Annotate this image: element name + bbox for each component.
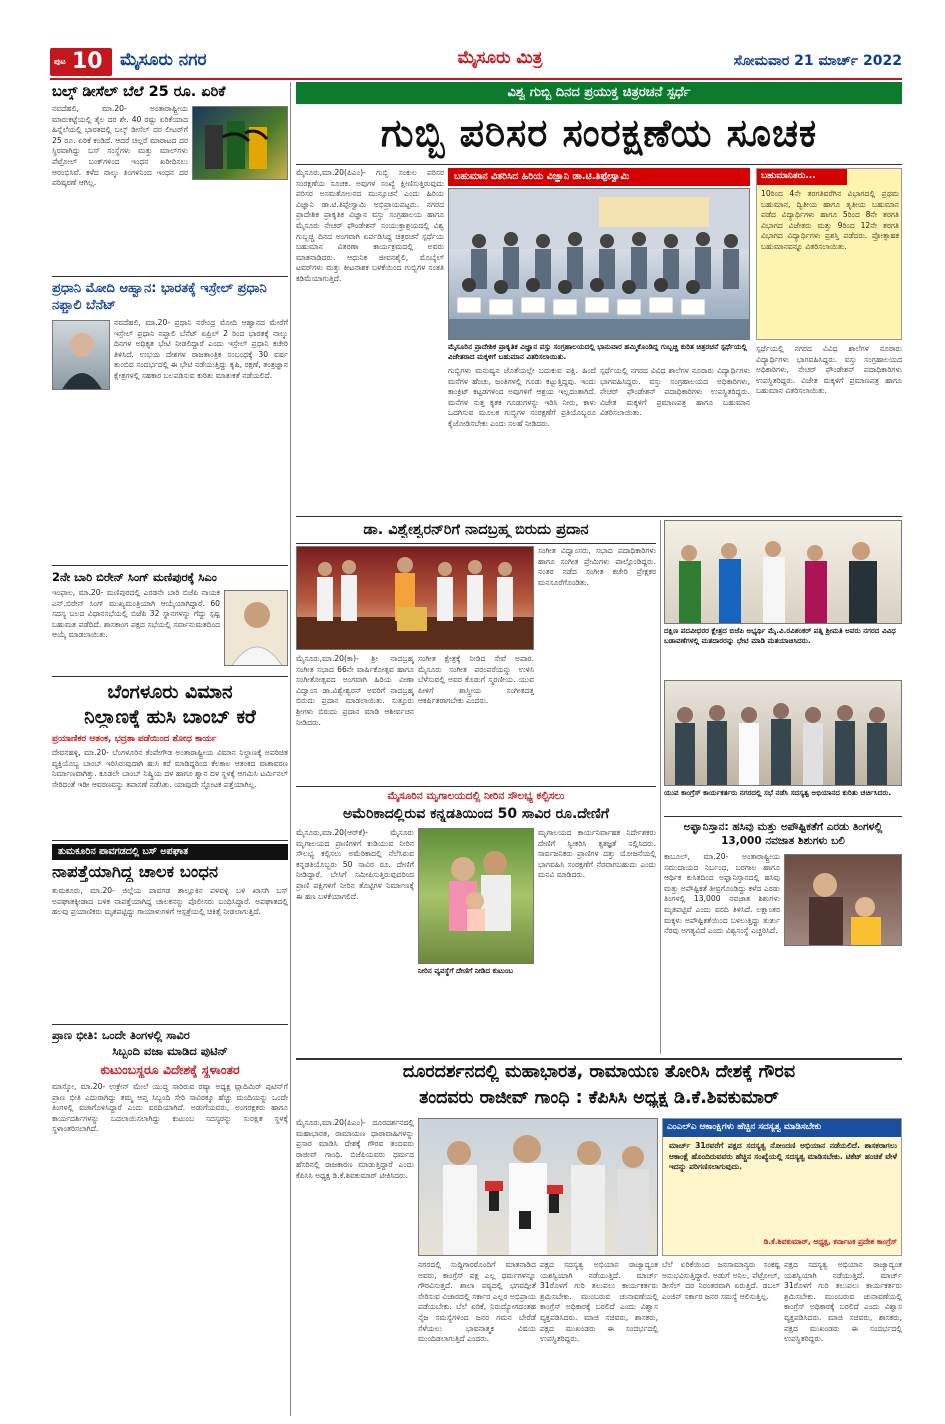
dks-body-3: ಪಕ್ಷದ ಸದಸ್ಯತ್ವ ಅಭಿಯಾನ ರಾಜ್ಯಾದ್ಯಂತ ಯಶಸ್ವಿಯಾಗಿ ನಡೆಯುತ್ತಿದೆ. ಮಾರ್ಚ್ 31ರೊಳಗೆ ಗುರಿ ತಲುಪಲು ಕಾರ್ಯಕರ್ತರು ಶ್ರಮಿಸಬೇಕು. ಮುಂಬರುವ ಚುನಾವಣೆಯಲ್ಲಿ ಕಾಂಗ್ರೆಸ್ ಅಧಿಕಾರಕ್ಕೆ ಬರಲಿದೆ ಎಂದು ವಿಶ್ವಾಸ ವ್ಯಕ್ತಪಡಿಸಿದರು. ಮಾಜಿ ಸಚಿವರು, ಶಾಸಕರು, ಪಕ್ಷದ ಮುಖಂಡರು ಈ ಸಂದರ್ಭದಲ್ಲಿ ಉಪಸ್ಥಿತರಿದ್ದರು. <box>540 1260 658 1344</box>
rule-mid <box>296 516 902 517</box>
putin-body: ಮಾಸ್ಕೋ, ಮಾ.20- ಉಕ್ರೇನ್ ಮೇಲೆ ಯುದ್ಧ ಸಾರಿರುವ ರಷ್ಯಾ ಅಧ್ಯಕ್ಷ ವ್ಲಾದಿಮಿರ್ ಪುಟಿನ್‌ಗೆ ಪ್ರಾಣ ಭೀತಿ ಎದುರಾಗಿದ್ದು ತಮ್ಮ ಆಪ್ತ ಸಿಬ್ಬಂದಿ ಸೇರಿ ಸಾವಿರಕ್ಕೂ ಹೆಚ್ಚು ಮಂದಿಯನ್ನು ಒಂದೇ ತಿಂಗಳಲ್ಲಿ ವಜಾಗೊಳಿಸಿದ್ದಾರೆ ಎಂದು ವರದಿಯಾಗಿದೆ. ಅಡುಗೆಯವರು, ಅಂಗರಕ್ಷಕರು ಹಾಗೂ ಕಾರ್ಯದರ್ಶಿಗಳನ್ನು ಬದಲಾಯಿಸಲಾಗಿದ್ದು ಕುಟುಂಬ ಸದಸ್ಯರನ್ನು ಸುರಕ್ಷಿತ ಸ್ಥಳಕ್ಕೆ ಸ್ಥಳಾಂತರಿಸಲಾಗಿದೆ. <box>52 1082 288 1134</box>
rule-right <box>664 816 902 817</box>
issue-date: ಸೋಮವಾರ 21 ಮಾರ್ಚ್ 2022 <box>733 53 902 69</box>
winners-tag-text: ಬಹುಮಾನಿತರು... <box>761 171 816 181</box>
sparrow-body-left: ಮೈಸೂರು,ಮಾ.20(ಪಿಎಂ)- ಗುಬ್ಬಿ ಸಂಕುಲ ಪರಿಸರ ಸಂರಕ್ಷಣೆಯ ಸೂಚಕ. ಅವುಗಳ ಸಂಖ್ಯೆ ಕ್ಷೀಣಿಸುತ್ತಿರುವುದು ಪರಿಸರ ಅಸಮತೋಲನದ ಮುನ್ಸೂಚನೆ ಎಂದು ಹಿರಿಯ ವಿಜ್ಞಾನಿ ಡಾ.ಟಿ.ತಿಪ್ಪೇಸ್ವಾಮಿ ಅಭಿಪ್ರಾಯಪಟ್ಟರು. ನಗರದ ಪ್ರಾದೇಶಿಕ ಪ್ರಾಕೃತಿಕ ವಿಜ್ಞಾನ ವಸ್ತು ಸಂಗ್ರಹಾಲಯ ಹಾಗೂ ಮೈಸೂರು ನೇಚರ್ ಫೌಂಡೇಶನ್ ಸಂಯುಕ್ತಾಶ್ರಯದಲ್ಲಿ ವಿಶ್ವ ಗುಬ್ಬಚ್ಚಿ ದಿನದ ಅಂಗವಾಗಿ ಏರ್ಪಡಿಸಿದ್ದ ಚಿತ್ರರಚನೆ ಸ್ಪರ್ಧೆಯ ಬಹುಮಾನ ವಿತರಣಾ ಕಾರ್ಯಕ್ರಮದಲ್ಲಿ ಅವರು ಮಾತನಾಡಿದರು. ಆಧುನಿಕ ಜೀವನಶೈಲಿ, ಮೊಬೈಲ್ ಟವರ್‌ಗಳು ಮತ್ತು ಕೀಟನಾಶಕ ಬಳಕೆಯಿಂದ ಗುಬ್ಬಿಗಳ ಸಂತತಿ ಕಡಿಮೆಯಾಗುತ್ತಿದೆ. <box>296 168 444 283</box>
modi-headline: ಪ್ರಧಾನಿ ಮೋದಿ ಆಹ್ವಾನ: ಭಾರತಕ್ಕೆ ಇಸ್ರೇಲ್ ಪ್ರಧಾನಿ ನಫ್ತಾಲಿ ಬೆನೆಟ್ <box>52 281 267 313</box>
fuel-nozzle-photo <box>192 106 288 180</box>
biren-headline: 2ನೇ ಬಾರಿ ಬಿರೇನ್ ಸಿಂಗ್ ಮಣಿಪುರಕ್ಕೆ ಸಿಎಂ <box>52 570 217 584</box>
sparrow-group-photo <box>448 188 750 340</box>
putin-headline-2: ಸಿಬ್ಬಂದಿ ವಜಾ ಮಾಡಿದ ಪುಟಿನ್ <box>112 1044 228 1058</box>
afghan-text: ಕಾಬೂಲ್, ಮಾ.20- ಅಂತಾರಾಷ್ಟ್ರೀಯ ಸಮುದಾಯದ ನಿರ್ಬಂಧ, ಬರಗಾಲ ಹಾಗೂ ಆರ್ಥಿಕ ಕುಸಿತದಿಂದ ಅಫ್ಘಾನಿಸ್ತಾನದಲ್ಲಿ ಹಸಿವು ಮತ್ತು ಅಪೌಷ್ಟಿಕತೆ ತೀವ್ರಗೊಂಡಿದ್ದು ಕಳೆದ ಎರಡು ತಿಂಗಳಲ್ಲಿ 13,000 ನವಜಾತ ಶಿಶುಗಳು ಮೃತಪಟ್ಟಿವೆ ಎಂದು ವರದಿ ತಿಳಿಸಿದೆ. ಲಕ್ಷಾಂತರ ಮಕ್ಕಳು ಅಪೌಷ್ಟಿಕತೆಯಿಂದ ಬಳಲುತ್ತಿದ್ದು ತುರ್ತು ನೆರವು ಅಗತ್ಯವಿದೆ ಎಂದು ವಿಶ್ವಸಂಸ್ಥೆ ಎಚ್ಚರಿಸಿದೆ. <box>664 852 780 936</box>
page-number: 10 <box>72 49 103 74</box>
zoo-body-1: ಮೈಸೂರು,ಮಾ.20(ಆರ್‌ಕೆ)- ಮೈಸೂರು ಮೃಗಾಲಯದ ಪ್ರಾಣಿಗಳಿಗೆ ಕುಡಿಯುವ ನೀರಿನ ಸೌಲಭ್ಯ ಕಲ್ಪಿಸಲು ಅಮೆರಿಕಾದಲ್ಲಿ ನೆಲೆಸಿರುವ ಕನ್ನಡತಿಯೊಬ್ಬರು 50 ಸಾವಿರ ರೂ. ದೇಣಿಗೆ ನೀಡಿದ್ದಾರೆ. ಬೇಸಿಗೆ ಸಮೀಪಿಸುತ್ತಿರುವುದರಿಂದ ಪ್ರಾಣಿ ಪಕ್ಷಿಗಳಿಗೆ ನೀರಿನ ತೊಟ್ಟಿಗಳ ನಿರ್ಮಾಣಕ್ಕೆ ಈ ಹಣ ಬಳಕೆಯಾಗಲಿದೆ. <box>296 828 414 901</box>
dks-quote-text: ಮಾರ್ಚ್ 31ರವರೆಗೆ ಪಕ್ಷದ ಸದಸ್ಯತ್ವ ನೋಂದಣಿ ಅಭಿಯಾನ ನಡೆಯಲಿದೆ. ಶಾಸಕರಾಗಲು ಆಕಾಂಕ್ಷೆ ಹೊಂದಿರುವವರು ಹೆಚ್ಚಿನ ಸಂಖ್ಯೆಯಲ್ಲಿ ಸದಸ್ಯತ್ವ ಮಾಡಿಸಬೇಕು. ಟಿಕೆಟ್ ಹಂಚಿಕೆ ವೇಳೆ ಇದನ್ನು ಪರಿಗಣಿಸಲಾಗುವುದು. <box>669 1141 897 1172</box>
page-number-badge <box>50 48 112 76</box>
campaign-caption: ದಕ್ಷಿಣ ಪದವೀಧರರ ಕ್ಷೇತ್ರದ ಬಿಜೆಪಿ ಅಭ್ಯರ್ಥಿ ಮೈ.ವಿ.ರವಿಶಂಕರ್ ಪತ್ನಿ ಶ್ರೀಮತಿ ಅವರು ನಗರದ ವಿವಿಧ ಬಡಾವಣೆಗಳಲ್ಲಿ ಮತದಾರರನ್ನು ಭೇಟಿ ಮಾಡಿ ಮತಯಾಚಿಸಿದರು. <box>664 626 896 645</box>
campaign-photo <box>664 520 902 624</box>
youth-caption: ಯುವ ಕಾಂಗ್ರೆಸ್ ಕಾರ್ಯಕರ್ತರು ನಗರದಲ್ಲಿ ಸಭೆ ನಡೆಸಿ ಸದಸ್ಯತ್ವ ಅಭಿಯಾನದ ಕುರಿತು ಚರ್ಚಿಸಿದರು. <box>664 788 892 797</box>
sparrow-caption: ಮೈಸೂರಿನ ಪ್ರಾದೇಶಿಕ ಪ್ರಾಕೃತಿಕ ವಿಜ್ಞಾನ ವಸ್ತು ಸಂಗ್ರಹಾಲಯದಲ್ಲಿ ಭಾನುವಾರ ಹಮ್ಮಿಕೊಂಡಿದ್ದ ಗುಬ್ಬಚ್ಚಿ ಕುರಿತ ಚಿತ್ರರಚನೆ ಸ್ಪರ್ಧೆಯಲ್ಲಿ ವಿಜೇತರಾದ ಮಕ್ಕಳಿಗೆ ಬಹುಮಾನ ವಿತರಿಸಲಾಯಿತು. <box>448 342 747 361</box>
afghan-child-photo <box>784 854 902 946</box>
airport-headline-1: ಬೆಂಗಳೂರು ವಿಮಾನ <box>107 681 233 703</box>
diesel-body <box>52 104 288 274</box>
section-title: ಮೈಸೂರು ನಗರ <box>120 50 207 70</box>
modi-body <box>52 318 288 562</box>
dks-quote-box <box>662 1118 902 1256</box>
driver-body: ತುಮಕೂರು, ಮಾ.20- ಜಿಲ್ಲೆಯ ಪಾವಗಡ ತಾಲ್ಲೂಕಿನ ಪಳವಳ್ಳಿ ಬಳಿ ಖಾಸಗಿ ಬಸ್ ಅಪಘಾತಕ್ಕೀಡಾದ ಬಳಿಕ ನಾಪತ್ತೆಯಾಗಿದ್ದ ಚಾಲಕನನ್ನು ಪೊಲೀಸರು ಬಂಧಿಸಿದ್ದಾರೆ. ಅಪಘಾತದಲ್ಲಿ ಹಲವು ಪ್ರಯಾಣಿಕರು ಮೃತಪಟ್ಟಿದ್ದು ಗಾಯಾಳುಗಳಿಗೆ ಆಸ್ಪತ್ರೆಯಲ್ಲಿ ಚಿಕಿತ್ಸೆ ನೀಡಲಾಗುತ್ತಿದೆ. <box>52 886 288 917</box>
dks-body-5: ಪಕ್ಷದ ಸದಸ್ಯತ್ವ ಅಭಿಯಾನ ರಾಜ್ಯಾದ್ಯಂತ ಯಶಸ್ವಿಯಾಗಿ ನಡೆಯುತ್ತಿದೆ. ಮಾರ್ಚ್ 31ರೊಳಗೆ ಗುರಿ ತಲುಪಲು ಕಾರ್ಯಕರ್ತರು ಶ್ರಮಿಸಬೇಕು. ಮುಂಬರುವ ಚುನಾವಣೆಯಲ್ಲಿ ಕಾಂಗ್ರೆಸ್ ಅಧಿಕಾರಕ್ಕೆ ಬರಲಿದೆ ಎಂದು ವಿಶ್ವಾಸ ವ್ಯಕ್ತಪಡಿಸಿದರು. ಮಾಜಿ ಸಚಿವರು, ಶಾಸಕರು, ಪಕ್ಷದ ಮುಖಂಡರು ಈ ಸಂದರ್ಭದಲ್ಲಿ ಉಪಸ್ಥಿತರಿದ್ದರು. <box>784 1260 902 1344</box>
airport-body: ದೇವನಹಳ್ಳಿ, ಮಾ.20- ಬೆಂಗಳೂರಿನ ಕೆಂಪೇಗೌಡ ಅಂತಾರಾಷ್ಟ್ರೀಯ ವಿಮಾನ ನಿಲ್ದಾಣಕ್ಕೆ ಅಪರಿಚಿತ ವ್ಯಕ್ತಿಯೊಬ್ಬ ಬಾಂಬ್ ಇರಿಸಿರುವುದಾಗಿ ಹುಸಿ ಕರೆ ಮಾಡಿದ್ದರಿಂದ ಕೆಲಕಾಲ ಆತಂಕದ ವಾತಾವರಣ ನಿರ್ಮಾಣವಾಗಿತ್ತು. ಕೂಡಲೇ ಬಾಂಬ್ ನಿಷ್ಕ್ರಿಯ ದಳ ಹಾಗೂ ಶ್ವಾನ ದಳ ಸ್ಥಳಕ್ಕೆ ಆಗಮಿಸಿ ಟರ್ಮಿನಲ್ ಸೇರಿದಂತೆ ಇಡೀ ಆವರಣವನ್ನು ತಪಾಸಣೆ ನಡೆಸಿತು. ಯಾವುದೇ ಸ್ಫೋಟಕ ಪತ್ತೆಯಾಗಿಲ್ಲ. <box>52 748 288 789</box>
right-column-divider <box>660 520 661 1054</box>
masthead-rule <box>50 78 902 80</box>
zoo-family-photo <box>418 828 534 964</box>
sparrow-body-mid: ಗುಬ್ಬಿಗಳು ಮನುಷ್ಯನ ಜೊತೆಯಲ್ಲೇ ಬದುಕುವ ಪಕ್ಷಿ. ಹಿಂದೆ ಮನೆಗಳ ಹೆಂಚು, ಜಂತಿಗಳಲ್ಲಿ ಗೂಡು ಕಟ್ಟುತ್ತಿದ್ದವು. ಇಂದು ಕಾಂಕ್ರಿಟ್ ಕಟ್ಟಡಗಳಿಂದ ಅವುಗಳಿಗೆ ಆಶ್ರಯ ಇಲ್ಲದಂತಾಗಿದೆ. ಮನೆಗಳ ಸುತ್ತ ಕೃತಕ ಗೂಡುಗಳನ್ನು ಇರಿಸಿ ನೀರು, ಕಾಳು ಒದಗಿಸುವ ಮೂಲಕ ಗುಬ್ಬಿಗಳ ಸಂರಕ್ಷಣೆಗೆ ಪ್ರತಿಯೊಬ್ಬರೂ ಕೈಜೋಡಿಸಬೇಕು ಎಂದು ಸಲಹೆ ನೀಡಿದರು. <box>448 366 596 428</box>
biren-text: ಇಂಫಾಲ, ಮಾ.20- ಮಣಿಪುರದಲ್ಲಿ ಎರಡನೇ ಬಾರಿ ಬಿಜೆಪಿ ನಾಯಕ ಎನ್.ಬಿರೇನ್ ಸಿಂಗ್ ಮುಖ್ಯಮಂತ್ರಿಯಾಗಿ ಆಯ್ಕೆಯಾಗಿದ್ದಾರೆ. 60 ಸದಸ್ಯ ಬಲದ ವಿಧಾನಸಭೆಯಲ್ಲಿ ಬಿಜೆಪಿ 32 ಸ್ಥಾನಗಳನ್ನು ಗೆದ್ದು ಸ್ಪಷ್ಟ ಬಹುಮತ ಪಡೆದಿದೆ. ಶಾಸಕಾಂಗ ಪಕ್ಷದ ಸಭೆಯಲ್ಲಿ ಸರ್ವಾನುಮತದಿಂದ ಆಯ್ಕೆ ಮಾಡಲಾಯಿತು. <box>52 588 220 640</box>
dks-body-4: ಬೆಲೆ ಏರಿಕೆಯಿಂದ ಜನಸಾಮಾನ್ಯರು ಸಂಕಷ್ಟ ಅನುಭವಿಸುತ್ತಿದ್ದಾರೆ. ಅಡುಗೆ ಅನಿಲ, ಪೆಟ್ರೋಲ್, ಡೀಸೆಲ್ ದರ ನಿರಂತರವಾಗಿ ಏರುತ್ತಿದೆ. ಡಬಲ್ ಎಂಜಿನ್ ಸರ್ಕಾರ ಜನರ ಸಮಸ್ಯೆ ಆಲಿಸುತ್ತಿಲ್ಲ. <box>662 1260 780 1301</box>
bennett-portrait <box>52 320 110 390</box>
sparrow-kicker <box>296 82 902 104</box>
diesel-headline: ಬಲ್ಕ್ ಡೀಸೆಲ್ ಬೆಲೆ 25 ರೂ. ಏರಿಕೆ <box>52 84 226 100</box>
driver-headline: ನಾಪತ್ತೆಯಾಗಿದ್ದ ಚಾಲಕ ಬಂಧನ <box>52 862 219 881</box>
rule-5 <box>52 1024 288 1025</box>
nadabrahma-body-2: ಸಂಗೀತ ಕ್ಷೇತ್ರಕ್ಕೆ ನೀಡಿದ ಸೇವೆ ಅಪಾರ. ಮೈಸೂರು ಸಂಗೀತ ಪರಂಪರೆಯನ್ನು ಉಳಿಸಿ ಬೆಳೆಸುವಲ್ಲಿ ಅವರ ಕೊಡುಗೆ ಸ್ಮರಣೀಯ. ಯುವ ಪೀಳಿಗೆ ಶಾಸ್ತ್ರೀಯ ಸಂಗೀತದತ್ತ ಆಕರ್ಷಿತರಾಗಬೇಕು ಎಂದರು. <box>418 654 534 706</box>
rule-4 <box>52 840 288 841</box>
airport-subhead: ಪ್ರಯಾಣಿಕರ ಆತಂಕ, ಭದ್ರತಾ ಪಡೆಯಿಂದ ಶೋಧ ಕಾರ್ಯ <box>52 734 217 744</box>
biren-portrait <box>224 590 288 666</box>
page-label: ಪುಟ <box>54 57 66 66</box>
nadabrahma-headline-bar <box>296 520 656 544</box>
zoo-caption: ನೀರಿನ ವ್ಯವಸ್ಥೆಗೆ ದೇಣಿಗೆ ನೀಡಿದ ಕುಟುಂಬ <box>418 966 514 975</box>
dks-headline-1: ದೂರದರ್ಶನದಲ್ಲಿ ಮಹಾಭಾರತ, ರಾಮಾಯಣ ತೋರಿಸಿ ದೇಶಕ್ಕೆ ಗೌರವ <box>402 1062 796 1082</box>
diesel-text: ನವದೆಹಲಿ, ಮಾ.20- ಅಂತಾರಾಷ್ಟ್ರೀಯ ಮಾರುಕಟ್ಟೆಯಲ್ಲಿ ತೈಲ ದರ ಶೇ. 40 ರಷ್ಟು ಏರಿಕೆಯಾದ ಹಿನ್ನೆಲೆಯಲ್ಲಿ ಭಾರತದಲ್ಲಿ ಬಲ್ಕ್ ಡೀಸೆಲ್ ದರ ಲೀಟರ್‌ಗೆ 25 ರೂ. ಏರಿಕೆ ಕಂಡಿದೆ. ಆದರೆ ಚಿಲ್ಲರೆ ಮಾರಾಟದ ದರ ಸ್ಥಿರವಾಗಿದ್ದು ಬಸ್ ಸಂಸ್ಥೆಗಳು ಮತ್ತು ಮಾಲ್‌ಗಳು ಪೆಟ್ರೋಲ್ ಬಂಕ್‌ಗಳಿಂದ ಇಂಧನ ಖರೀದಿಸಲು ಆರಂಭಿಸಿವೆ. ಕಳೆದ ನಾಲ್ಕು ತಿಂಗಳಿನಿಂದ ಇಂಧನ ದರ ಪರಿಷ್ಕರಣೆ ಆಗಿಲ್ಲ. <box>52 104 188 188</box>
sparrow-kicker-text: ವಿಶ್ವ ಗುಬ್ಬಿ ದಿನದ ಪ್ರಯುಕ್ತ ಚಿತ್ರರಚನೆ ಸ್ಪರ್ಧೆ <box>507 85 691 100</box>
masthead <box>0 0 945 80</box>
zoo-headline: ಅಮೆರಿಕಾದಲ್ಲಿರುವ ಕನ್ನಡತಿಯಿಂದ 50 ಸಾವಿರ ರೂ.ದೇಣಿಗೆ <box>343 806 609 822</box>
zoo-kicker: ಮೈಸೂರಿನ ಮೃಗಾಲಯದಲ್ಲಿ ನೀರಿನ ಸೌಲಭ್ಯ ಕಲ್ಪಿಸಲು <box>387 790 565 802</box>
driver-kicker <box>52 844 288 860</box>
rule-1 <box>52 276 288 277</box>
paper-name: ಮೈಸೂರು ಮಿತ್ರ <box>457 48 543 68</box>
dks-quote-title: ಎಂಎಲ್‌ಎ ಆಕಾಂಕ್ಷಿಗಳು ಹೆಚ್ಚಿನ ಸದಸ್ಯತ್ವ ಮಾಡಿಸಬೇಕು <box>667 1122 822 1132</box>
sparrow-body-far: ಸ್ಪರ್ಧೆಯಲ್ಲಿ ನಗರದ ವಿವಿಧ ಶಾಲೆಗಳ ನೂರಾರು ವಿದ್ಯಾರ್ಥಿಗಳು ಭಾಗವಹಿಸಿದ್ದರು. ವಸ್ತು ಸಂಗ್ರಹಾಲಯದ ಅಧಿಕಾರಿಗಳು, ನೇಚರ್ ಫೌಂಡೇಶನ್ ಪದಾಧಿಕಾರಿಗಳು ಉಪಸ್ಥಿತರಿದ್ದರು. ವಿಜೇತ ಮಕ್ಕಳಿಗೆ ಪ್ರಮಾಣಪತ್ರ ಹಾಗೂ ಬಹುಮಾನ ವಿತರಿಸಲಾಯಿತು. <box>756 344 902 396</box>
nadabrahma-stage-photo <box>296 546 534 650</box>
fuel-pump-icon <box>193 107 288 180</box>
youth-congress-photo <box>664 680 902 786</box>
sparrow-body-right: ಸ್ಪರ್ಧೆಯಲ್ಲಿ ನಗರದ ವಿವಿಧ ಶಾಲೆಗಳ ನೂರಾರು ವಿದ್ಯಾರ್ಥಿಗಳು ಭಾಗವಹಿಸಿದ್ದರು. ವಸ್ತು ಸಂಗ್ರಹಾಲಯದ ಅಧಿಕಾರಿಗಳು, ನೇಚರ್ ಫೌಂಡೇಶನ್ ಪದಾಧಿಕಾರಿಗಳು ಉಪಸ್ಥಿತರಿದ್ದರು. ವಿಜೇತ ಮಕ್ಕಳಿಗೆ ಪ್ರಮಾಣಪತ್ರ ಹಾಗೂ ಬಹುಮಾನ ವಿತರಿಸಲಾಯಿತು. <box>600 366 750 418</box>
airport-headline-2: ನಿಲ್ದಾಣಕ್ಕೆ ಹುಸಿ ಬಾಂಬ್ ಕರೆ <box>84 706 256 728</box>
afghan-body <box>664 852 902 1052</box>
winners-tag <box>757 169 847 185</box>
dks-headline-2: ತಂದವರು ರಾಜೀವ್ ಗಾಂಧಿ : ಕೆಪಿಸಿಸಿ ಅಧ್ಯಕ್ಷ ಡಿ.ಕೆ.ಶಿವಕುಮಾರ್ <box>419 1088 779 1108</box>
nadabrahma-body-3: ಸಂಗೀತ ವಿದ್ವಾಂಸರು, ಸಭಾದ ಪದಾಧಿಕಾರಿಗಳು ಹಾಗೂ ಸಂಗೀತ ಪ್ರೇಮಿಗಳು ಪಾಲ್ಗೊಂಡಿದ್ದರು. ನಂತರ ನಡೆದ ಸಂಗೀತ ಕಚೇರಿ ಪ್ರೇಕ್ಷಕರ ಮನಸೂರೆಗೊಂಡಿತು. <box>538 546 656 587</box>
rule-sparrow <box>296 164 902 165</box>
dks-body-2: ನಗರದಲ್ಲಿ ಸುದ್ದಿಗಾರರೊಂದಿಗೆ ಮಾತನಾಡಿದ ಅವರು, ಕಾಂಗ್ರೆಸ್ ಪಕ್ಷ ಎಲ್ಲ ಧರ್ಮಗಳನ್ನೂ ಗೌರವಿಸುತ್ತದೆ. ಶಾಲಾ ಪಠ್ಯದಲ್ಲಿ ಭಗವದ್ಗೀತೆ ಸೇರಿಸುವ ವಿಚಾರದಲ್ಲಿ ಸರ್ಕಾರ ಎಲ್ಲರ ಅಭಿಪ್ರಾಯ ಪಡೆಯಬೇಕು. ಬೆಲೆ ಏರಿಕೆ, ನಿರುದ್ಯೋಗದಂತಹ ನೈಜ ಸಮಸ್ಯೆಗಳಿಂದ ಜನರ ಗಮನ ಬೇರೆಡೆ ಸೆಳೆಯಲು ಭಾವನಾತ್ಮಕ ವಿಷಯ ಮುಂದಿಡಲಾಗುತ್ತಿದೆ ಎಂದರು. <box>418 1260 536 1344</box>
rule-dks <box>296 1058 902 1060</box>
rule-nadabrahma <box>296 786 656 787</box>
winners-body: 10ರಿಂದ 4ನೇ ತರಗತಿವರೆಗಿನ ವಿಭಾಗದಲ್ಲಿ ಪ್ರಥಮ ಬಹುಮಾನ, ದ್ವಿತೀಯ ಹಾಗೂ ತೃತೀಯ ಬಹುಮಾನ ಪಡೆದ ವಿದ್ಯಾರ್ಥಿಗಳು ಹಾಗೂ 5ರಿಂದ 8ನೇ ತರಗತಿ ವಿಭಾಗದ ವಿಜೇತರು ಮತ್ತು 9ರಿಂದ 12ನೇ ತರಗತಿ ವಿಭಾಗದ ವಿದ್ಯಾರ್ಥಿಗಳು ಪ್ರಶಸ್ತಿ ಪಡೆದರು. ಪ್ರೋತ್ಸಾಹಕ ಬಹುಮಾನವನ್ನೂ ವಿತರಿಸಲಾಯಿತು. <box>761 189 899 251</box>
dks-quote-author: ಡಿ.ಕೆ.ಶಿವಕುಮಾರ್, ಅಧ್ಯಕ್ಷ, ಕರ್ನಾಟಕ ಪ್ರದೇಶ ಕಾಂಗ್ರೆಸ್ <box>763 1237 897 1246</box>
sparrow-headline: ಗುಬ್ಬಿ ಪರಿಸರ ಸಂರಕ್ಷಣೆಯ ಸೂಚಕ <box>380 111 818 155</box>
winners-box <box>756 168 902 340</box>
nadabrahma-body-1: ಮೈಸೂರು,ಮಾ.20(ಕಾ)- ಶ್ರೀ ನಾದಬ್ರಹ್ಮ ಸಂಗೀತ ಸಭಾದ 66ನೇ ವಾರ್ಷಿಕೋತ್ಸವ ಹಾಗೂ ಸಂಗೀತೋತ್ಸವದ ಅಂಗವಾಗಿ ಹಿರಿಯ ವೀಣಾ ವಿದ್ವಾಂಸ ಡಾ.ವಿಶ್ವೇಶ್ವರನ್ ಅವರಿಗೆ ನಾದಬ್ರಹ್ಮ ಬಿರುದು ಪ್ರದಾನ ಮಾಡಲಾಯಿತು. ಸುತ್ತೂರು ಶ್ರೀಗಳು ಬಿರುದು ಪ್ರದಾನ ಮಾಡಿ ಆಶೀರ್ವಚನ ನೀಡಿದರು. <box>296 654 414 727</box>
biren-body <box>52 588 288 672</box>
rule-3 <box>52 676 288 677</box>
left-column-divider <box>290 82 291 1416</box>
nadabrahma-headline: ಡಾ. ವಿಶ್ವೇಶ್ವರನ್‌ರಿಗೆ ನಾದಬ್ರಹ್ಮ ಬಿರುದು ಪ್ರದಾನ <box>363 522 589 538</box>
dks-body-1: ಮೈಸೂರು,ಮಾ.20(ಪಿಎಂ)- ದೂರದರ್ಶನದಲ್ಲಿ ಮಹಾಭಾರತ, ರಾಮಾಯಣ ಧಾರಾವಾಹಿಗಳನ್ನು ಪ್ರಸಾರ ಮಾಡಿಸಿ ದೇಶಕ್ಕೆ ಗೌರವ ತಂದವರು ರಾಜೀವ್ ಗಾಂಧಿ. ಬಿಜೆಪಿಯವರು ಧರ್ಮದ ಹೆಸರಿನಲ್ಲಿ ರಾಜಕಾರಣ ಮಾಡುತ್ತಿದ್ದಾರೆ ಎಂದು ಕೆಪಿಸಿಸಿ ಅಧ್ಯಕ್ಷ ಡಿ.ಕೆ.ಶಿವಕುಮಾರ್ ಟೀಕಿಸಿದರು. <box>296 1118 414 1180</box>
rule-2 <box>52 565 288 566</box>
putin-headline-1: ಪ್ರಾಣ ಭೀತಿ: ಒಂದೇ ತಿಂಗಳಲ್ಲಿ ಸಾವಿರ <box>52 1028 190 1042</box>
sparrow-photo-tag <box>448 168 750 186</box>
sparrow-photo-tag-text: ಬಹುಮಾನ ವಿತರಿಸಿದ ಹಿರಿಯ ವಿಜ್ಞಾನಿ ಡಾ.ಟಿ.ತಿಪ್ಪೇಸ್ವಾಮಿ <box>454 171 630 182</box>
afghan-headline: ಅಫ್ಘಾನಿಸ್ತಾನ: ಹಸಿವು ಮತ್ತು ಅಪೌಷ್ಟಿಕತೆಗೆ ಎರಡು ತಿಂಗಳಲ್ಲಿ 13,000 ನವಜಾತ ಶಿಶುಗಳು ಬಲಿ <box>683 821 883 847</box>
modi-text: ನವದೆಹಲಿ, ಮಾ.20- ಪ್ರಧಾನಿ ನರೇಂದ್ರ ಮೋದಿ ಆಹ್ವಾನದ ಮೇರೆಗೆ ಇಸ್ರೇಲ್ ಪ್ರಧಾನಿ ನಫ್ತಾಲಿ ಬೆನೆಟ್ ಏಪ್ರಿಲ್ 2 ರಿಂದ ಭಾರತಕ್ಕೆ ನಾಲ್ಕು ದಿನಗಳ ಅಧಿಕೃತ ಭೇಟಿ ನೀಡಲಿದ್ದಾರೆ ಎಂದು ಇಸ್ರೇಲ್ ಪ್ರಧಾನಿ ಕಚೇರಿ ತಿಳಿಸಿದೆ. ಉಭಯ ದೇಶಗಳ ರಾಜತಾಂತ್ರಿಕ ಸಂಬಂಧಕ್ಕೆ 30 ವರ್ಷ ತುಂಬಿದ ಸಂದರ್ಭದಲ್ಲಿ ಈ ಭೇಟಿ ನಡೆಯುತ್ತಿದ್ದು ಕೃಷಿ, ರಕ್ಷಣೆ, ತಂತ್ರಜ್ಞಾನ ಕ್ಷೇತ್ರಗಳಲ್ಲಿ ಸಹಕಾರ ಬಲಪಡಿಸುವ ಕುರಿತು ಮಾತುಕತೆ ನಡೆಯಲಿದೆ. <box>114 318 288 380</box>
dks-quote-title-bar <box>663 1119 902 1137</box>
driver-kicker-text: ತುಮಕೂರಿನ ಪಾವಗಡದಲ್ಲಿ ಬಸ್ ಅಪಘಾತ <box>58 846 189 857</box>
putin-headline-3: ಕುಟುಂಬಸ್ಥರೂ ವಿದೇಶಕ್ಕೆ ಸ್ಥಳಾಂತರ <box>100 1062 240 1077</box>
zoo-body-2: ಮೃಗಾಲಯದ ಕಾರ್ಯನಿರ್ವಾಹಕ ನಿರ್ದೇಶಕರು ದೇಣಿಗೆ ಸ್ವೀಕರಿಸಿ ಕೃತಜ್ಞತೆ ಸಲ್ಲಿಸಿದರು. ಸಾರ್ವಜನಿಕರು ಪ್ರಾಣಿಗಳ ದತ್ತು ಯೋಜನೆಯಲ್ಲಿ ಭಾಗವಹಿಸಿ ಸಂರಕ್ಷಣೆಗೆ ನೆರವಾಗಬಹುದು ಎಂದು ಮನವಿ ಮಾಡಿದರು. <box>538 828 656 880</box>
dks-press-photo <box>418 1118 658 1256</box>
